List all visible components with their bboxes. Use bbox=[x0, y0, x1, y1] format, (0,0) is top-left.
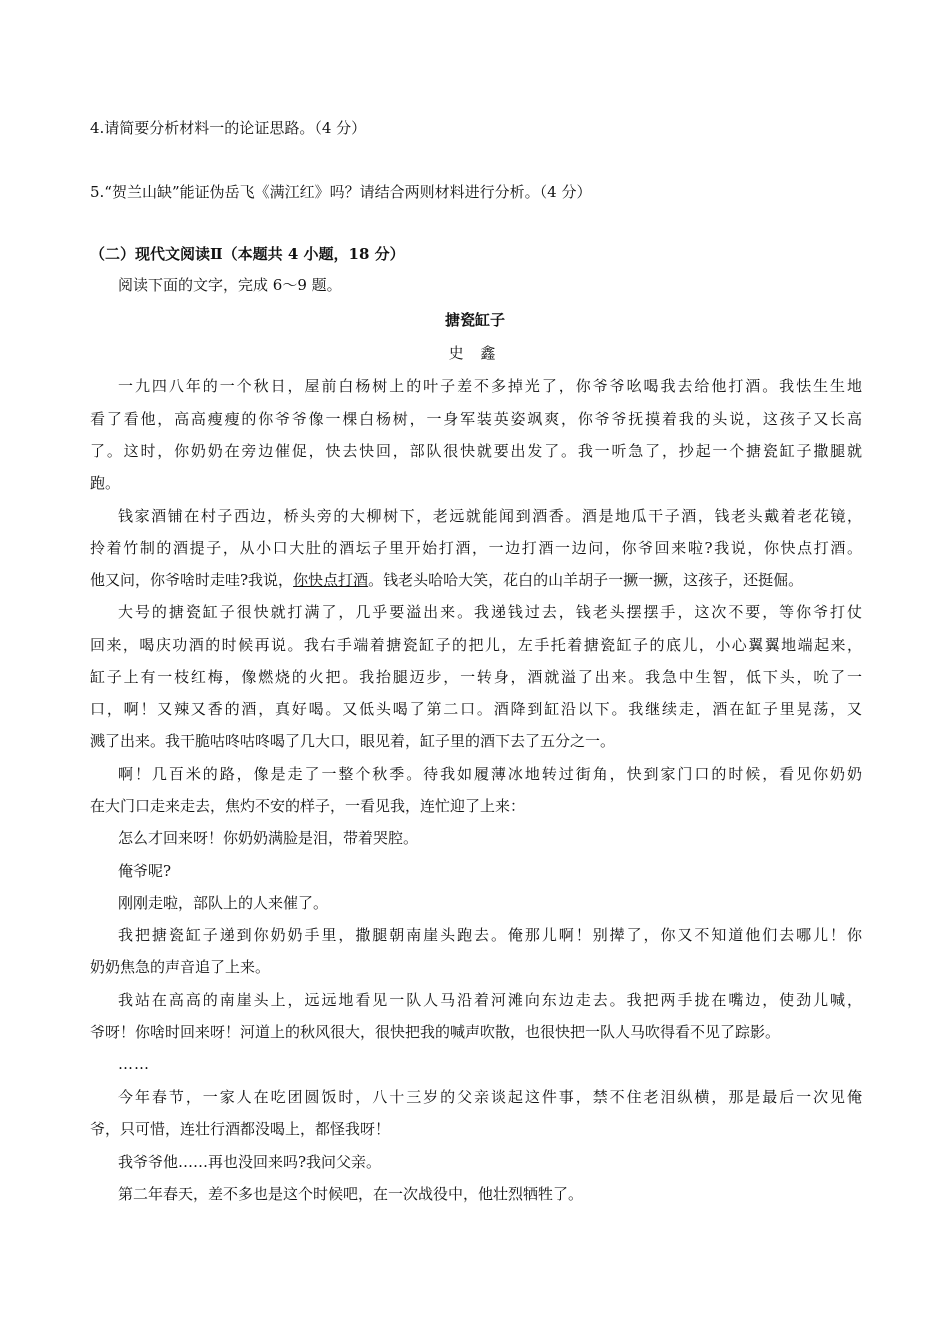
paragraph-line: 第二年春天，差不多也是这个时候吧，在一次战役中，他壮烈牺牲了。 bbox=[118, 1185, 584, 1203]
paragraph-line: 在大门口走来走去，焦灼不安的样子，一看见我，连忙迎了上来： bbox=[90, 797, 526, 815]
paragraph-line: 口，啊！又辣又香的酒，真好喝。又低头喝了第二口。酒降到缸沿以下。我继续走，酒在缸子里晃荡，又 bbox=[90, 700, 862, 718]
underlined-phrase: 你快点打酒 bbox=[293, 571, 369, 589]
paragraph-line: 爷呀！你啥时回来呀！河道上的秋风很大，很快把我的喊声吹散，也很快把一队人马吹得看不见了踪影。 bbox=[90, 1023, 781, 1041]
ellipsis-separator: …… bbox=[118, 1055, 150, 1073]
paragraph-line: 缸子上有一枝红梅，像燃烧的火把。我抬腿迈步，一转身，酒就溢了出来。我急中生智，低下头，吮了一 bbox=[90, 668, 862, 686]
section-instruction: 阅读下面的文字，完成 6～9 题。 bbox=[118, 276, 342, 294]
paragraph-line: 怎么才回来呀！你奶奶满脸是泪，带着哭腔。 bbox=[118, 829, 419, 847]
paragraph-line: 刚刚走啦，部队上的人来催了。 bbox=[118, 894, 329, 912]
paragraph-line: 回来，喝庆功酒的时候再说。我右手端着搪瓷缸子的把儿，左手托着搪瓷缸子的底儿，小心翼翼地端起来， bbox=[90, 636, 862, 654]
paragraph-line: 了。这时，你奶奶在旁边催促，快去快回，部队很快就要出发了。我一听急了，抄起一个搪瓷缸子撒腿就 bbox=[90, 442, 862, 460]
paragraph-line: 今年春节，一家人在吃团圆饭时，八十三岁的父亲谈起这件事，禁不住老泪纵横，那是最后一次见俺 bbox=[118, 1088, 862, 1106]
paragraph-line: 我把搪瓷缸子递到你奶奶手里，撒腿朝南崖头跑去。俺那儿啊！别撵了，你又不知道他们去哪儿！你 bbox=[118, 926, 862, 944]
paragraph-line: 爷，只可惜，连壮行酒都没喝上，都怪我呀！ bbox=[90, 1120, 391, 1138]
paragraph-line: 跑。 bbox=[90, 474, 121, 492]
paragraph-line: 俺爷呢? bbox=[118, 862, 172, 880]
paragraph-line: 我站在高高的南崖头上，远远地看见一队人马沿着河滩向东边走去。我把两手拢在嘴边，使劲儿喊， bbox=[118, 991, 862, 1009]
question-5: 5.“贺兰山缺”能证伪岳飞《满江红》吗？请结合两则材料进行分析。（4 分） bbox=[90, 183, 592, 201]
text-run: 。钱老头哈哈大笑，花白的山羊胡子一撅一撅，这孩子，还挺倔。 bbox=[368, 571, 804, 589]
story-author: 史 鑫 bbox=[448, 344, 502, 362]
paragraph-line bbox=[90, 570, 803, 590]
paragraph-line: 溅了出来。我干脆咕咚咕咚喝了几大口，眼见着，缸子里的酒下去了五分之一。 bbox=[90, 732, 616, 750]
paragraph-line: 钱家酒铺在村子西边，桥头旁的大柳树下，老远就能闻到酒香。酒是地瓜干子酒，钱老头戴着老花镜， bbox=[118, 507, 862, 525]
paragraph-line: 我爷爷他……再也没回来吗?我问父亲。 bbox=[118, 1153, 382, 1171]
story-title: 搪瓷缸子 bbox=[444, 311, 505, 329]
paragraph-line: 啊！几百米的路，像是走了一整个秋季。待我如履薄冰地转过街角，快到家门口的时候，看见你奶奶 bbox=[118, 765, 862, 783]
section-heading: （二）现代文阅读Ⅱ（本题共 4 小题，18 分） bbox=[90, 245, 405, 263]
paragraph-line: 看了看他，高高瘦瘦的你爷爷像一棵白杨树，一身军装英姿飒爽，你爷爷抚摸着我的头说，这孩子又长高 bbox=[90, 410, 862, 428]
text-run: 他又问，你爷啥时走哇?我说， bbox=[90, 571, 294, 589]
paragraph-line: 奶奶焦急的声音追了上来。 bbox=[90, 958, 271, 976]
paragraph-line: 拎着竹制的酒提子，从小口大肚的酒坛子里开始打酒，一边打酒一边问，你爷回来啦?我说，你快点打酒。 bbox=[90, 539, 862, 557]
paragraph-line: 大号的搪瓷缸子很快就打满了，几乎要溢出来。我递钱过去，钱老头摆摆手，这次不要，等你爷打仗 bbox=[118, 603, 862, 621]
paragraph-line: 一九四八年的一个秋日，屋前白杨树上的叶子差不多掉光了，你爷爷吆喝我去给他打酒。我怯生生地 bbox=[118, 377, 862, 395]
question-4: 4.请简要分析材料一的论证思路。（4 分） bbox=[90, 119, 367, 137]
